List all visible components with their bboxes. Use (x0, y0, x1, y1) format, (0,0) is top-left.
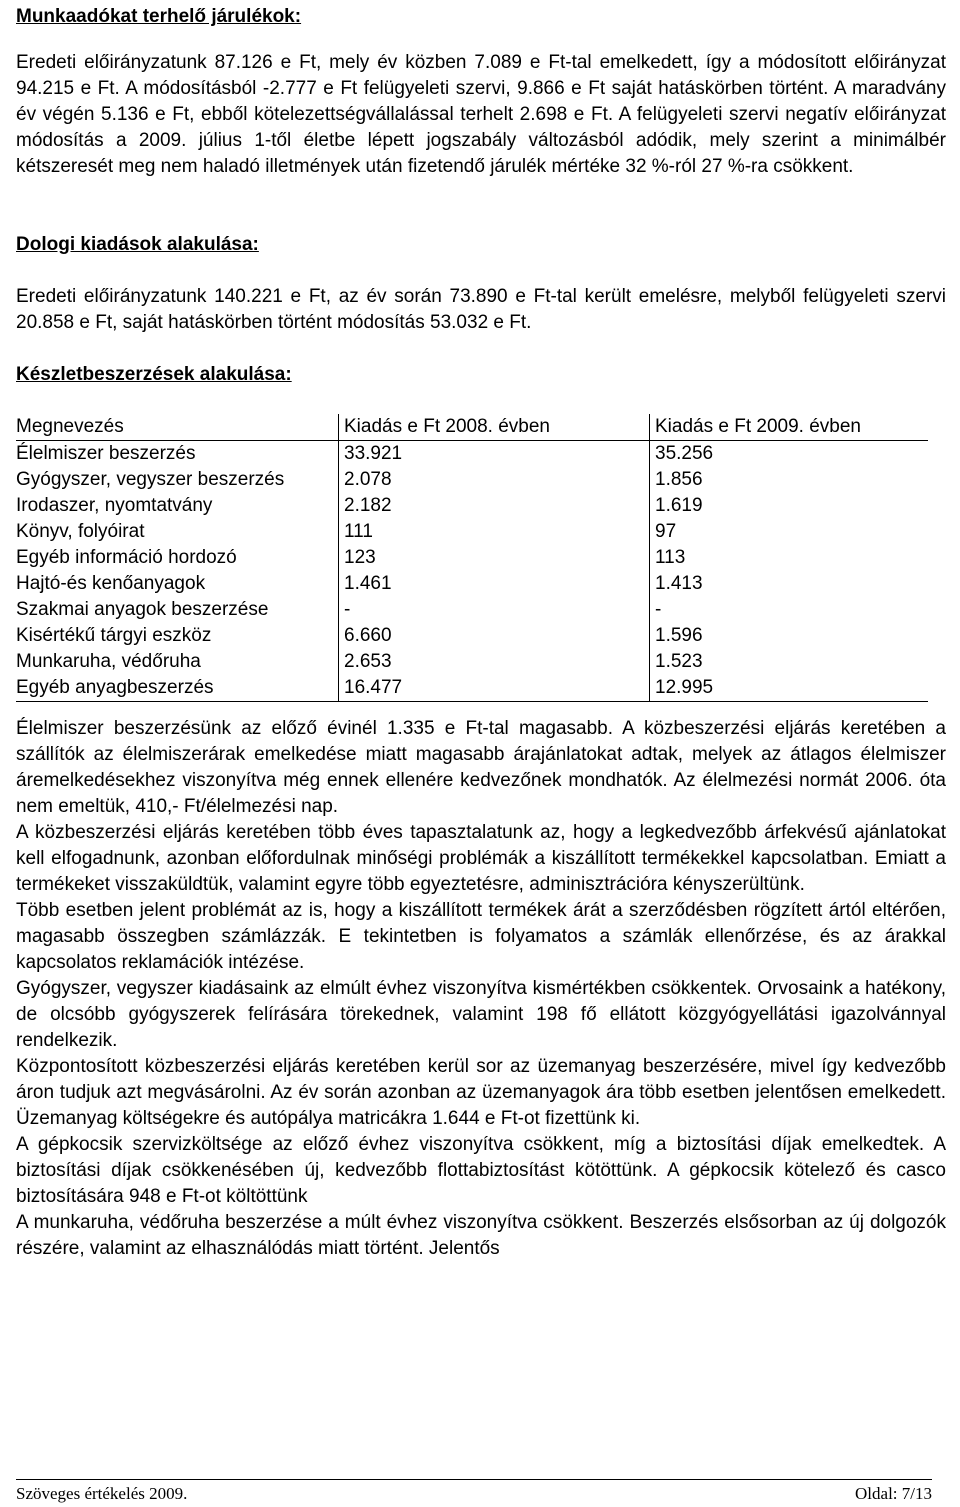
table-row (16, 597, 928, 623)
table-row (16, 519, 928, 545)
footer-document-title: Szöveges értékelés 2009. (16, 1484, 188, 1503)
table-cell-2009: 1.619 (650, 493, 929, 519)
document-content (16, 0, 946, 1262)
paragraph-dologi: Eredeti előirányzatunk 140.221 e Ft, az év során 73.890 e Ft-tal került emelésre, melyből felügyeleti szervi 20.858 e Ft, saját hatáskörben történt módosítás 53.032 e Ft. (16, 286, 946, 333)
table-row (16, 467, 928, 493)
table-cell-2009: - (650, 597, 929, 623)
table-header-2009: Kiadás e Ft 2009. évben (650, 414, 929, 441)
table-header-name: Megnevezés (16, 414, 339, 441)
table-cell-2009: 35.256 (650, 441, 929, 468)
paragraph-munkaruha: A munkaruha, védőruha beszerzése a múlt évhez viszonyítva csökkent. Beszerzés elsősorban az új dolgozók részére, valamint az elhasználódás miatt történt. Jelentős (16, 1212, 946, 1259)
table-cell-name: Gyógyszer, vegyszer beszerzés (16, 469, 285, 490)
table-cell-2008: 6.660 (339, 623, 650, 649)
section-heading-dologi: Dologi kiadások alakulása: (16, 234, 259, 255)
table-cell-2008: 2.653 (339, 649, 650, 675)
footer-divider (16, 1479, 932, 1480)
table-cell-name: Szakmai anyagok beszerzése (16, 599, 269, 620)
paragraph-gyogyszer: Gyógyszer, vegyszer kiadásaink az elmúlt évhez viszonyítva kismértékben csökkentek. Orvosaink a hatékony, de olcsóbb gyógyszerek felírására törekednek, valamint 198 fő ellátott közgyógyellátási igazolvánnyal rendelkezik. (16, 978, 946, 1051)
paragraph-szamlazas: Több esetben jelent problémát az is, hogy a kiszállított termékek árát a szerződésben rögzített ártól eltérően, magasabb összegben számlázzák. E tekintetben is folyamatos a számlák ellenőrzése, és az árakkal kapcsolatos reklamációk intézése. (16, 900, 946, 973)
table-cell-name: Hajtó-és kenőanyagok (16, 573, 206, 594)
paragraph-gepkocsi: A gépkocsik szervizköltsége az előző évhez viszonyítva csökkent, míg a biztosítási díjak emelkedtek. A biztosítási díjak csökkenésében új, kedvezőbb flottabiztosítást kötöttünk. A gépkocsik kötelező és casco biztosítására 948 e Ft-ot költöttünk (16, 1134, 946, 1207)
table-row (16, 571, 928, 597)
body-paragraphs (16, 716, 946, 1262)
paragraph-munkaado: Eredeti előirányzatunk 87.126 e Ft, mely év közben 7.089 e Ft-tal emelkedett, így a módosított előirányzat 94.215 e Ft. A módosításból -2.777 e Ft felügyeleti szervi, 9.866 e Ft saját hatáskörben történt. A maradvány év végén 5.136 e Ft, ebből kötelezettségvállalással terhelt 2.698 e Ft. A felügyeleti szervi negatív előirányzat módosítás a 2009. július 1-től életbe lépett jogszabály változásból adódik, mely szerint a minimálbér kétszeresét meg nem haladó illetmények után fizetendő járulék mértéke 32 %-ról 27 %-ra csökkent. (16, 52, 946, 177)
table-row (16, 675, 928, 702)
table-row (16, 493, 928, 519)
table-cell-2008: 2.182 (339, 493, 650, 519)
table-cell-name: Kisértékű tárgyi eszköz (16, 625, 212, 646)
table-cell-name: Irodaszer, nyomtatvány (16, 495, 213, 516)
table-cell-name: Egyéb információ hordozó (16, 547, 237, 568)
table-cell-2009: 12.995 (650, 675, 929, 702)
table-cell-2008: 111 (339, 519, 650, 545)
section-heading-munkaado: Munkaadókat terhelő járulékok: (16, 6, 302, 27)
table-cell-2009: 1.856 (650, 467, 929, 493)
paragraph-kozbeszerzes: A közbeszerzési eljárás keretében több éves tapasztalatunk az, hogy a legkedvezőbb árfekvésű ajánlatokat kell elfogadnunk, azonban előfordulnak minőségi problémák a kiszállított termékekkel kapcsolatban. Emiatt a termékeket visszaküldtük, valamint egyre több egyeztetésre, adminisztrációra kényszerültünk. (16, 822, 946, 895)
table-cell-2008: 1.461 (339, 571, 650, 597)
table-cell-2008: 123 (339, 545, 650, 571)
expense-table (16, 414, 928, 702)
table-cell-2009: 1.413 (650, 571, 929, 597)
table-header-row (16, 414, 928, 441)
table-cell-2008: 33.921 (339, 441, 650, 468)
section-heading-keszlet: Készletbeszerzések alakulása: (16, 364, 292, 385)
table-cell-2009: 1.596 (650, 623, 929, 649)
table-cell-2008: - (339, 597, 650, 623)
paragraph-elelmiszer: Élelmiszer beszerzésünk az előző évinél 1.335 e Ft-tal magasabb. A közbeszerzési eljárás keretében a szállítók az élelmiszerárak emelkedése miatt magasabb árajánlatokat adtak, melyek az átlagos élelmiszer áremelkedésekhez viszonyítva még ennek ellenére kedvezőnek mondhatók. Az élelmezési normát 2006. óta nem emeltük, 410,- Ft/élelmezési nap. (16, 718, 946, 817)
paragraph-uzemanyag: Központosított közbeszerzési eljárás keretében kerül sor az üzemanyag beszerzésére, mivel így kedvezőbb áron tudjuk azt megvásárolni. Az év során azonban az üzemanyagok ára több esetben jelentősen emelkedett. Üzemanyag költségekre és autópálya matricákra 1.644 e Ft-ot fizettünk ki. (16, 1056, 946, 1129)
table-cell-2009: 113 (650, 545, 929, 571)
table-cell-name: Egyéb anyagbeszerzés (16, 675, 339, 702)
table-cell-2008: 2.078 (339, 467, 650, 493)
table-cell-2009: 1.523 (650, 649, 929, 675)
table-cell-name: Munkaruha, védőruha (16, 651, 201, 672)
table-cell-2009: 97 (650, 519, 929, 545)
table-row (16, 441, 928, 468)
table-cell-name: Könyv, folyóirat (16, 521, 145, 542)
table-cell-name: Élelmiszer beszerzés (16, 443, 196, 464)
table-row (16, 649, 928, 675)
table-header-2008: Kiadás e Ft 2008. évben (339, 414, 650, 441)
table-row (16, 545, 928, 571)
table-row (16, 623, 928, 649)
table-cell-2008: 16.477 (339, 675, 650, 702)
footer-page-number: Oldal: 7/13 (855, 1484, 932, 1503)
